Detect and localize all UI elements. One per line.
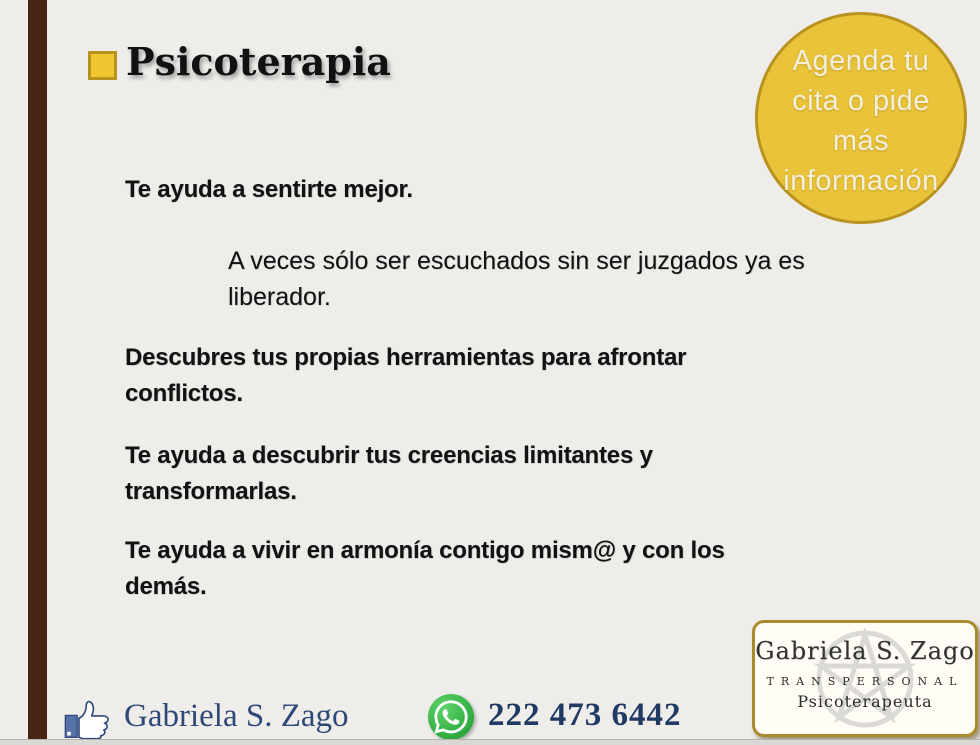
- logo-profession: Psicoterapeuta: [797, 692, 933, 711]
- bottom-edge-strip: [0, 739, 980, 745]
- facebook-page-name: Gabriela S. Zago: [124, 698, 349, 734]
- cta-badge[interactable]: [755, 12, 967, 224]
- page-title: Psicoterapia: [126, 39, 391, 84]
- whatsapp-phone-number: 222 473 6442: [488, 697, 682, 733]
- benefit-paragraph-3: Te ayuda a descubrir tus creencias limitantes y transformarlas.: [125, 442, 653, 505]
- logo-text: [755, 623, 975, 734]
- benefit-paragraph-2: Descubres tus propias herramientas para afrontar conflictos.: [125, 344, 687, 407]
- cta-badge-line: Agenda tu: [792, 45, 930, 77]
- logo-name: Gabriela S. Zago: [755, 637, 975, 665]
- cta-badge-line: cita o pide: [792, 85, 930, 117]
- cta-badge-line: más: [832, 125, 890, 157]
- left-accent-bar: [28, 0, 47, 739]
- therapist-logo: [752, 620, 978, 737]
- cta-badge-line: información: [783, 165, 939, 197]
- benefit-paragraph-4: Te ayuda a vivir en armonía contigo mism@ y con los demás.: [125, 537, 725, 600]
- title-bullet-square: [88, 51, 117, 80]
- whatsapp-icon: [428, 694, 474, 740]
- benefit-paragraph-quote: A veces sólo ser escuchados sin ser juzgados ya es liberador.: [228, 247, 805, 311]
- logo-subtitle: transpersonal: [766, 670, 964, 689]
- benefit-paragraph-1: Te ayuda a sentirte mejor.: [125, 176, 413, 203]
